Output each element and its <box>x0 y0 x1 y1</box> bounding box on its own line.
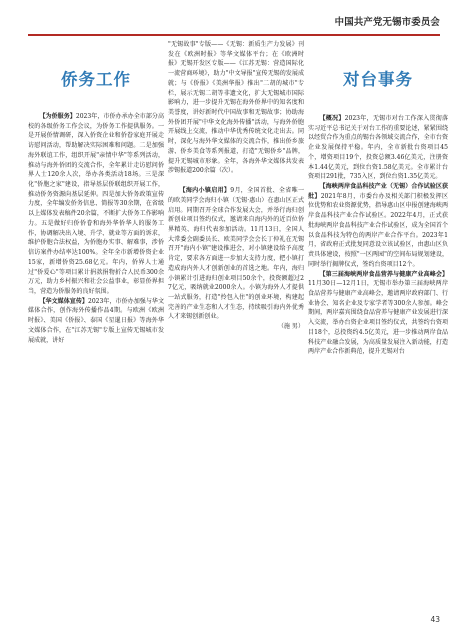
running-header-title: 中国共产党无锡市委员会 <box>334 17 440 28</box>
entry-body: 2023年，无锡市对台工作深入贯彻落实习近平总书记关于对台工作的重要论述，紧紧围绕以经贸合作为重点的锡台各领域交流合作，全市台资企业发展保持平稳。年内，全市新批台资项目45个，增资项目19个，投资总额3.46亿美元，注册资本1.44亿美元，到位台资1.58亿美元。全市累计台资项目291批，735入区，到位台资1.35亿美元。 <box>308 115 448 181</box>
column-right <box>308 40 448 357</box>
paragraph-shipin-keji <box>308 182 448 269</box>
entry-heading: 【第三届海峡两岸食品营养与健康产业高峰会】 <box>319 270 448 278</box>
paragraph-wei-qiao-fuwu <box>28 112 164 297</box>
section-title-duitai: 对台事务 <box>343 70 413 89</box>
entry-heading: 【为侨服务】 <box>39 113 76 120</box>
column-middle <box>168 40 304 332</box>
paragraph-continued <box>168 40 304 176</box>
paragraph-haigui-xiaozhen <box>168 186 304 332</box>
paragraph-gaikuang <box>308 114 448 182</box>
entry-body: 11月30日—12月1日，无锡市举办第三届海峡两岸食品营养与健康产业高峰会，邀请两岸政府部门、行业协会、知名企业及专家学者等300余人参加。峰会期间，两岸嘉宾围绕食品营养与健康产业发展进行深入交流，举办台资企业项目签约仪式，共签约台资项目18个，总投资约4.5亿美元，进一步推动两岸食品科技产业融合发展，为高质量发展注入新动能，打造两岸产业合作新典范，提升无锡对台 <box>308 280 448 356</box>
entry-heading: 【概况】 <box>319 115 345 122</box>
entry-heading: 【海内小镇启用】 <box>179 187 231 195</box>
entry-heading: 【海峡两岸食品科技产业（无锡）合作试验区获批】 <box>308 183 448 200</box>
paragraph-huawen-meiti <box>28 297 164 346</box>
entry-body: 2023年，市侨办加强与华文媒体合作，创作海外传播作品4期。与欧洲《欧洲时报》、美国《侨报》、泰国《星暹日报》等海外华文媒体合作，在"江苏无锡"专版上宣传无锡城市发展成就，讲好 <box>28 297 164 344</box>
column-left <box>28 40 164 345</box>
paragraph-gaofenghui <box>308 270 448 357</box>
author-signature: （施 男） <box>277 323 304 331</box>
entry-heading: 【华文媒体宣传】 <box>39 297 88 305</box>
section-title-qiaowu: 侨务工作 <box>61 70 131 89</box>
entry-body: 9月，全国首批、全省唯一的欧美同学会海归小镇（无锡·惠山）在惠山区正式启用。同期召开全球合作发展大会，并举行海归创新创业项目签约仪式，邀请来自海内外的近百位侨界精英、海归代表参加活动。11月13日，全国人大常委会副委员长、欧美同学会会长丁仲礼在无锡召开"海内小镇"建设推进会，对小镇建设给予高度肯定，要求各方面进一步加大支持力度，把小镇打造成海内外人才创新创业的首选之地。年内，海归小镇累计引进海归创业项目50余个，投资额超过27亿元，吸纳就业2000余人。小镇为海外人才提供一站式服务，打造"拎包入住"的创业环境，构建起完善的产业生态和人才生态，持续吸引海内外优秀人才来锡创新创业。 <box>168 187 304 321</box>
entry-body: "无锡故事"专版——《无锡：新质生产力发展》刊发在《欧洲时报》等华文媒体平台；在《欧洲时报》无锡开发区专版——《江苏无锡：营造国际化一流营商环境》，助力"中文导报"宣传无锡的发展成就；与《侨报》《美洲华报》推出"二胡的城市"专栏，展示无锡二胡等非遗文化，扩大无锡城市国际影响力，进一步提升无锡在海外侨界中的知名度和美誉度，讲好新时代中国故事和无锡故事；协助海外侨团开展"中华文化海外传播"活动，与海外侨胞开展线上交流，推动中华优秀传统文化走出去。同时，深化与海外华文媒体的交流合作，推出侨乡旅游、侨乡美食等系列报道，打造"无锡侨乡"品牌，提升无锡城市形象。全年，各海外华文媒体共发表涉锡报道200余篇（次）。 <box>168 41 304 175</box>
header-rule <box>28 34 440 36</box>
entry-body: 2023年，市侨办承办全市部分高校的各级侨务工作会议，为侨务工作提供服务。一是开展侨情调研，深入侨资企业和侨眷家庭开展走访慰问活动，帮助解决实际困难和问题。二是加强海外联谊工作，组织开展"亲情中华"等系列活动，推动与海外侨团的交流合作，全年累计走访慰问侨界人士120余人次，举办各类活动18场。三是深化"侨胞之家"建设，指导基层侨联组织开展工作，推动侨务资源向基层延伸。四是加大侨务政策宣传力度，全年编发侨务信息、简报等30余期，在省级以上媒体发表稿件20余篇，不断扩大侨务工作影响力。五是做好归侨侨眷和海外华侨华人的服务工作，协调解决出入境、升学、就业等方面的诉求，维护侨胞合法权益，为侨胞办实事、解难事，涉侨信访案件办结率达100%。全年全市新增侨资企业15家，新增侨资25.68亿元。年内，侨界人士通过"侨爱心"等项目累计捐款捐物折合人民币300余万元，助力乡村振兴和社会公益事业，彰显侨界担当，营造为侨服务的良好氛围。 <box>28 113 164 295</box>
page-number: 43 <box>430 615 440 624</box>
entry-body: 2021年8月，市委台办及相关部门积极发挥区位优势和农业资源优势，指导惠山区申报创建海峡两岸食品科技产业合作试验区。2022年4月，正式获批海峡两岸食品科技产业合作试验区，成为全国首个以食品科技为特色的两岸产业合作平台。2023年1月，省政府正式批复同意设立该试验区，由惠山区负责具体建设，按照"一区两园"的空间布局规划建设，同时举行揭牌仪式，签约台资项目12个。 <box>308 192 449 268</box>
